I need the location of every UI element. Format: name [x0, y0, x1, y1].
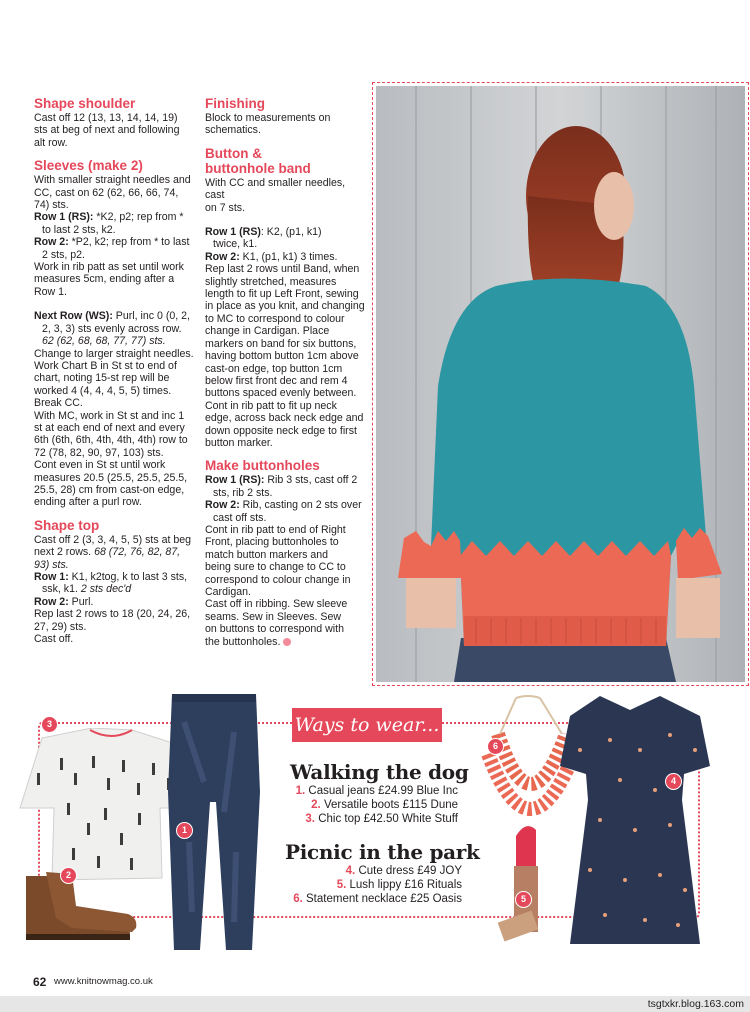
picnic-item-1-num: 4. [345, 865, 356, 877]
band-row2-label: Row 2: [205, 250, 240, 263]
picnic-item-2 [262, 878, 462, 892]
shape-shoulder-line-2: sts at beg of next and following [34, 124, 180, 137]
buttonholes-row2-text: Rib, casting on 2 sts over [239, 499, 362, 512]
band-body-11: buttons spaced evenly between. [205, 387, 357, 400]
walking-list [270, 784, 458, 826]
sleeves-next-text: Purl, inc 0 (0, 2, [112, 310, 190, 323]
band-row1 [205, 226, 365, 238]
buttonholes-body-2: Front, placing buttonholes to [205, 536, 339, 549]
picnic-item-3 [262, 892, 462, 906]
shape-top-line-3-italic: 93) sts. [34, 558, 69, 571]
walking-item-1-text: Casual jeans £24.99 Blue Inc [308, 785, 458, 797]
sleeves-next-italic [34, 335, 194, 347]
band-body-2: slightly stretched, measures [205, 275, 337, 288]
badge-1: 1 [176, 822, 193, 839]
sleeves-row2-label: Row 2: [34, 236, 69, 249]
sleeves-row1-text: *K2, p2; rep from * [93, 211, 184, 224]
band-body-8: having bottom button 1cm above [205, 350, 359, 363]
pattern-column-1 [34, 96, 194, 645]
finishing-line-2: schematics. [205, 124, 261, 137]
shape-top-row1-cont-text: ssk, k1. [42, 583, 81, 596]
walking-item-1 [270, 784, 458, 798]
sleeves-body-6: With MC, work in St st and inc 1 [34, 409, 185, 422]
heading-finishing: Finishing [205, 96, 265, 111]
shape-top-row1-text: K1, k2tog, k to last 3 sts, [68, 571, 188, 583]
band-row2-text: K1, (p1, k1) 3 times. [239, 250, 338, 263]
sleeves-next-count: 62 (62, 68, 68, 77, 77) sts. [42, 335, 166, 348]
buttonholes-body-6: Cardigan. [205, 586, 251, 598]
sleeves-body-7: st at each end of next and every [34, 421, 185, 434]
buttonholes-body-3: match button markers and [205, 548, 329, 561]
sleeves-rib-2: measures 5cm, ending after a [34, 273, 175, 286]
buttonholes-last-text: the buttonholes. [205, 635, 281, 648]
band-body-7: markers on band for six buttons, [205, 337, 357, 350]
shape-top-line-2 [34, 546, 194, 558]
walking-item-3-text: Chic top £42.50 White Stuff [318, 813, 458, 825]
walking-the-dog-title: Walking the dog [290, 760, 469, 784]
picnic-item-2-num: 5. [336, 879, 347, 891]
lipstick-icon [496, 820, 552, 944]
band-body-1: Rep last 2 rows until Band, when [205, 263, 360, 276]
band-body-5: to MC to correspond to colour [205, 312, 345, 325]
walking-item-3 [270, 812, 458, 826]
shape-top-row2-text: Purl. [68, 595, 94, 608]
band-row1-cont: twice, k1. [213, 238, 258, 251]
sleeves-body-10: Cont even in St st until work [34, 459, 166, 472]
badge-2: 2 [60, 867, 77, 884]
sleeves-rib-1: Work in rib patt as set until work [34, 261, 184, 274]
buttonholes-body-1: Cont in rib patt to end of Right [205, 523, 346, 536]
sleeves-body-4: worked 4 (4, 4, 4, 5, 5) times. [34, 384, 172, 397]
page-number: 62 [33, 975, 47, 989]
band-intro-2: on 7 sts. [205, 201, 246, 214]
band-body-4: in place as you knit, and changing [205, 300, 365, 313]
shape-top-row2-label: Row 2: [34, 595, 69, 608]
sleeves-row1-label: Row 1 (RS): [34, 211, 94, 224]
picnic-in-the-park-title: Picnic in the park [285, 840, 480, 864]
shape-top-end-2: 27, 29) sts. [34, 620, 87, 633]
shape-top-row1-italic: 2 sts dec'd [80, 583, 132, 596]
buttonholes-row2 [205, 499, 365, 511]
shape-top-line-2-italic: 68 (72, 76, 82, 87, [94, 546, 181, 559]
band-body-10: below first front dec and rem 4 [205, 374, 348, 387]
buttonholes-row2-cont: cast off sts. [213, 511, 267, 524]
heading-sleeves: Sleeves (make 2) [34, 158, 143, 174]
heading-make-buttonholes: Make buttonholes [205, 458, 320, 474]
model-photo [376, 86, 745, 682]
buttonholes-row1-cont: sts, rib 2 sts. [213, 486, 273, 499]
band-body-12: Cont in rib patt to fit up neck [205, 399, 337, 412]
sleeves-body-3: chart, noting 15-st rep will be [34, 372, 170, 385]
sleeves-body-11: measures 20.5 (25.5, 25.5, 25.5, [34, 471, 188, 484]
shape-shoulder-line-1: Cast off 12 (13, 13, 14, 14, 19) [34, 112, 178, 124]
sleeves-body-9: 72 (78, 82, 90, 97, 103) sts. [34, 446, 164, 459]
watermark-text: tsgtxkr.blog.163.com [647, 998, 744, 1010]
sleeves-row1-cont: to last 2 sts, k2. [42, 223, 116, 236]
buttonholes-row2-label: Row 2: [205, 499, 240, 512]
finishing-line-1: Block to measurements on [205, 112, 331, 124]
shape-top-row2 [34, 596, 194, 608]
sleeves-row2 [34, 236, 194, 248]
buttonholes-row1-text: Rib 3 sts, cast off 2 [264, 474, 358, 487]
shape-top-row1-label: Row 1: [34, 571, 69, 583]
badge-6: 6 [487, 738, 504, 755]
band-body-14: down opposite neck edge to first [205, 424, 357, 437]
heading-button-band-2: buttonhole band [205, 160, 311, 176]
shape-top-line-1: Cast off 2 (3, 3, 4, 5, 5) sts at beg [34, 533, 192, 546]
heading-shape-top: Shape top [34, 517, 100, 533]
sleeves-next-label: Next Row (WS): [34, 310, 113, 323]
band-intro-1: With CC and smaller needles, cast [205, 176, 346, 202]
walking-item-2-text: Versatile boots £115 Dune [323, 799, 458, 811]
buttonholes-body-5: correspond to colour change in [205, 573, 351, 586]
sleeves-row2-cont: 2 sts, p2. [42, 248, 85, 261]
boots-icon [16, 872, 140, 944]
shape-top-line-2-text: next 2 rows. [34, 546, 95, 559]
picnic-item-3-num: 6. [293, 893, 303, 905]
heading-shape-shoulder: Shape shoulder [34, 96, 136, 111]
sleeves-body-2: Work Chart B in St st to end of [34, 359, 177, 372]
sleeves-row2-text: *P2, k2; rep from * to last [68, 236, 190, 249]
band-body-6: change in Cardigan. Place [205, 325, 330, 338]
ways-to-wear-banner: Ways to wear... [292, 708, 442, 742]
band-body-3: length to fit up Left Front, sewing [205, 288, 359, 301]
buttonholes-body-7: Cast off in ribbing. Sew sleeve [205, 598, 348, 611]
shape-top-line-3 [34, 559, 194, 571]
band-row1-text: : K2, (p1, k1) [260, 226, 322, 239]
picnic-item-3-text: Statement necklace £25 Oasis [306, 893, 462, 905]
sleeves-intro-3: 74) sts. [34, 199, 69, 212]
band-row1-label: Row 1 (RS) [205, 226, 261, 239]
shape-top-end-3: Cast off. [34, 633, 74, 646]
buttonholes-body-9: on buttons to correspond with [205, 623, 344, 636]
badge-3: 3 [41, 716, 58, 733]
heading-button-band-1: Button & [205, 145, 262, 161]
buttonholes-body-4: being sure to change to CC to [205, 561, 346, 574]
shape-top-row1-cont [34, 583, 194, 595]
photo-model-cardigan [376, 86, 745, 682]
sleeves-body-1: Change to larger straight needles. [34, 347, 194, 360]
end-dot-icon [283, 638, 291, 646]
walking-item-3-num: 3. [305, 813, 315, 825]
watermark-bar [0, 996, 750, 1012]
shape-shoulder-line-3: alt row. [34, 136, 68, 149]
walking-item-1-num: 1. [295, 785, 306, 797]
picnic-item-2-text: Lush lippy £16 Rituals [349, 879, 462, 891]
dress-icon [560, 690, 710, 952]
badge-4: 4 [665, 773, 682, 790]
sleeves-next-row [34, 310, 194, 322]
band-body-13: edge, across back neck edge and [205, 412, 364, 425]
sleeves-body-13: ending after a purl row. [34, 496, 142, 509]
sleeves-next-cont: 2, 3, 3) sts evenly across row. [42, 322, 182, 335]
band-body-9: cast-on edge, top button 1cm [205, 362, 343, 375]
band-row2 [205, 251, 365, 263]
shape-top-end-1: Rep last 2 rows to 18 (20, 24, 26, [34, 608, 191, 621]
sleeves-intro-2: CC, cast on 62 (62, 66, 66, 74, [34, 186, 179, 199]
buttonholes-row1-label: Row 1 (RS): [205, 474, 265, 487]
sleeves-rib-3: Row 1. [34, 285, 67, 298]
picnic-item-1 [262, 864, 462, 878]
sleeves-row1 [34, 211, 194, 223]
sleeves-intro-1: With smaller straight needles and [34, 174, 191, 187]
walking-item-2-num: 2. [311, 799, 321, 811]
picnic-item-1-text: Cute dress £49 JOY [358, 865, 462, 877]
magazine-url: www.knitnowmag.co.uk [54, 976, 153, 987]
band-body-15: button marker. [205, 436, 273, 449]
sleeves-body-12: 25.5, 28) cm from cast-on edge, [34, 483, 185, 496]
buttonholes-row1 [205, 474, 365, 486]
pattern-column-2 [205, 96, 365, 648]
badge-5: 5 [515, 891, 532, 908]
walking-item-2 [270, 798, 458, 812]
buttonholes-body-8: seams. Sew in Sleeves. Sew [205, 610, 342, 623]
buttonholes-last [205, 636, 365, 648]
sleeves-body-8: 6th (6th, 6th, 4th, 4th, 4th) row to [34, 434, 188, 447]
shape-top-row1 [34, 571, 194, 583]
sleeves-body-5: Break CC. [34, 397, 83, 410]
picnic-list [262, 864, 462, 906]
